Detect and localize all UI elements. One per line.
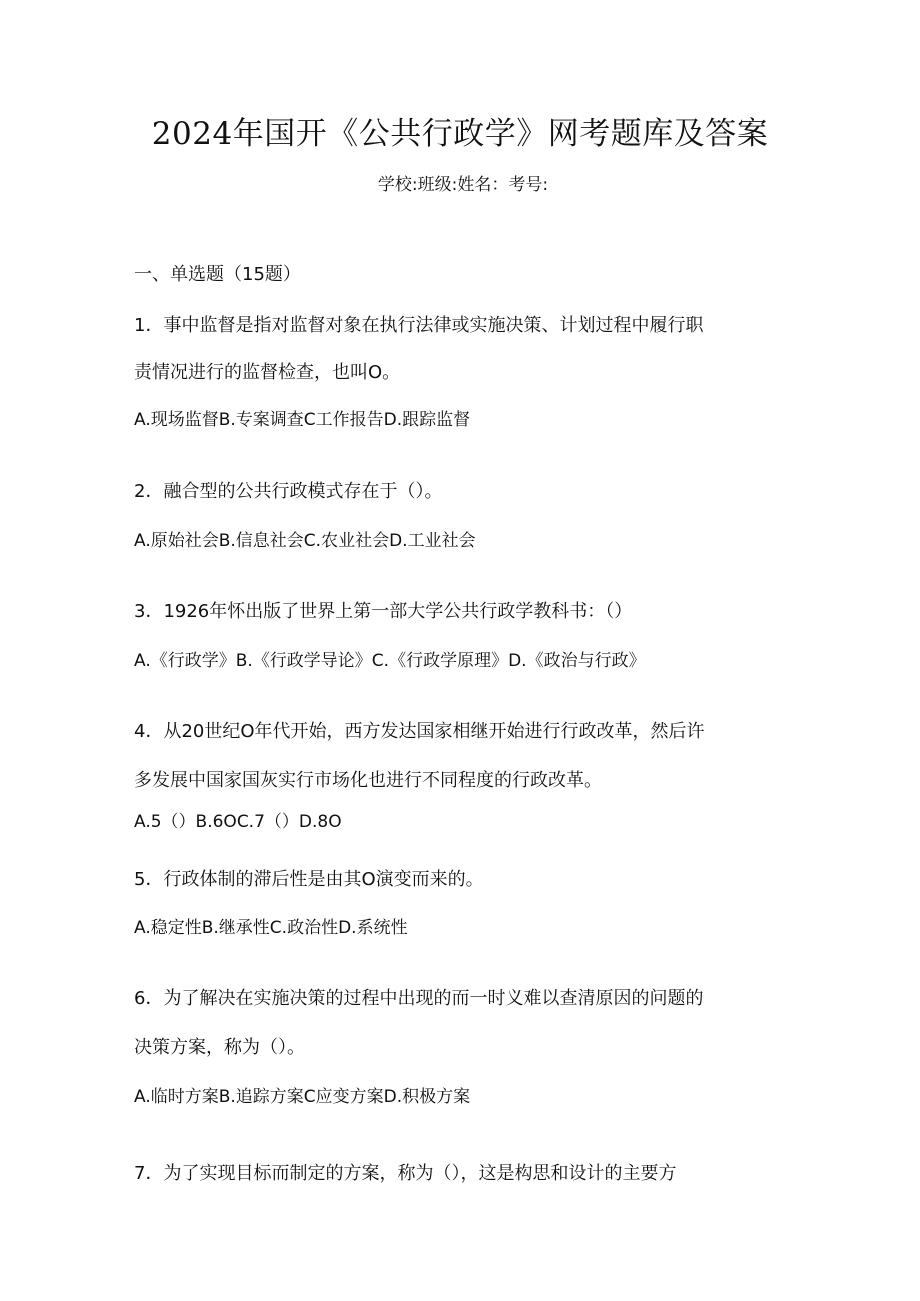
- question-3-options: A.《行政学》B.《行政学导论》C.《行政学原理》D.《政治与行政》: [134, 651, 646, 671]
- question-3-line-1: 3．1926年怀出版了世界上第一部大学公共行政学教科书：（）: [134, 601, 633, 622]
- question-2-options: A.原始社会B.信息社会C.农业社会D.工业社会: [134, 531, 476, 551]
- question-5-options: A.稳定性B.继承性C.政治性D.系统性: [134, 918, 408, 938]
- question-4-options: A.5（）B.6OC.7（）D.8O: [134, 812, 342, 832]
- question-1-line-2: 责情况进行的监督检查，也叫O。: [134, 362, 401, 383]
- question-1-options: A.现场监督B.专案调查C工作报告D.跟踪监督: [134, 410, 471, 430]
- question-6-line-2: 决策方案，称为（）。: [134, 1037, 305, 1058]
- question-6-line-1: 6．为了解决在实施决策的过程中出现的而一时义难以查清原因的问题的: [134, 988, 704, 1009]
- page-title: 2024年国开《公共行政学》网考题库及答案: [151, 116, 769, 152]
- question-4-line-1: 4．从20世纪O年代开始，西方发达国家相继开始进行行政改革，然后许: [134, 721, 705, 742]
- question-1-line-1: 1．事中监督是指对监督对象在执行法律或实施决策、计划过程中履行职: [134, 315, 704, 336]
- question-6-options: A.临时方案B.追踪方案C应变方案D.积极方案: [134, 1087, 471, 1107]
- question-2-line-1: 2．融合型的公共行政模式存在于（）。: [134, 481, 443, 502]
- section-heading: 一、单选题（15题）: [134, 264, 301, 285]
- question-4-line-2: 多发展中国家国灰实行市场化也进行不同程度的行政改革。: [134, 770, 602, 791]
- question-7-line-1: 7．为了实现目标而制定的方案，称为（），这是构思和设计的主要方: [134, 1163, 677, 1184]
- question-5-line-1: 5．行政体制的滞后性是由其O演变而来的。: [134, 869, 484, 890]
- student-info-line: 学校:班级:姓名：考号:: [377, 175, 549, 195]
